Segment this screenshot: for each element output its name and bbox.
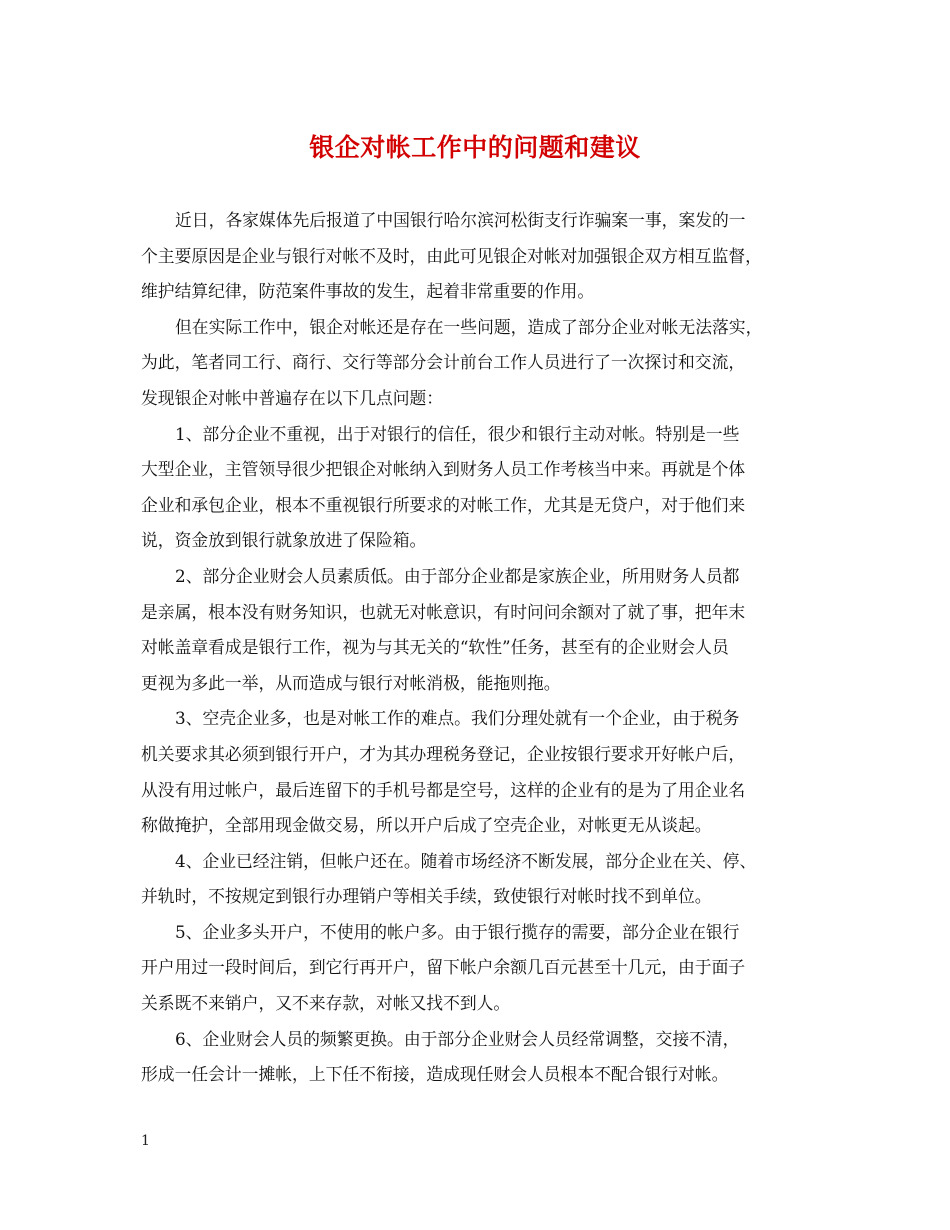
- paragraph-line: 对帐盖章看成是银行工作，视为与其无关的“软性”任务，甚至有的企业财会人员: [141, 637, 729, 658]
- paragraph-line: 称做掩护，全部用现金做交易，所以开户后成了空壳企业，对帐更无从谈起。: [141, 815, 712, 836]
- paragraph-line: 2、部分企业财会人员素质低。由于部分企业都是家族企业，所用财务人员都: [175, 565, 740, 586]
- paragraph-line: 近日，各家媒体先后报道了中国银行哈尔滨河松街支行诈骗案一事，案发的一: [175, 210, 746, 230]
- page-number: 1: [141, 1133, 150, 1149]
- paragraph: [141, 559, 813, 701]
- paragraph: [141, 844, 813, 915]
- paragraph-line: 说，资金放到银行就象放进了保险箱。: [141, 530, 427, 551]
- document-title: 银企对帐工作中的问题和建议: [309, 133, 641, 162]
- paragraph-line: 1、部分企业不重视，出于对银行的信任，很少和银行主动对帐。特别是一些: [175, 423, 740, 444]
- paragraph-line: 是亲属，根本没有财务知识，也就无对帐意识，有时问问余额对了就了事，把年末: [141, 601, 746, 622]
- paragraph-line: 维护结算纪律，防范案件事故的发生，起着非常重要的作用。: [141, 281, 595, 302]
- paragraph-line: 5、企业多头开户，不使用的帐户多。由于银行揽存的需要，部分企业在银行: [175, 921, 740, 942]
- paragraph-line: 形成一任会计一摊帐，上下任不衔接，造成现任财会人员根本不配合银行对帐。: [141, 1064, 729, 1085]
- paragraph-line: 并轨时，不按规定到银行办理销户等相关手续，致使银行对帐时找不到单位。: [141, 886, 712, 907]
- paragraph-line: 但在实际工作中，银企对帐还是存在一些问题，造成了部分企业对帐无法落实，: [175, 316, 763, 337]
- document-body: [141, 203, 813, 1093]
- paragraph-line: 4、企业已经注销，但帐户还在。随着市场经济不断发展，部分企业在关、停、: [175, 850, 757, 871]
- paragraph-line: 关系既不来销户，又不来存款，对帐又找不到人。: [141, 993, 511, 1014]
- paragraph-line: 发现银企对帐中普遍存在以下几点问题：: [141, 387, 444, 408]
- paragraph-line: 开户用过一段时间后，到它行再开户，留下帐户余额几百元甚至十几元，由于面子: [141, 957, 746, 978]
- paragraph-line: 更视为多此一举，从而造成与银行对帐消极，能拖则拖。: [141, 672, 561, 693]
- paragraph: [141, 310, 813, 417]
- paragraph-line: 企业和承包企业，根本不重视银行所要求的对帐工作，尤其是无贷户，对于他们来: [141, 494, 746, 515]
- paragraph: [141, 701, 813, 843]
- paragraph: [141, 417, 813, 559]
- paragraph-line: 6、企业财会人员的频繁更换。由于部分企业财会人员经常调整，交接不清，: [175, 1028, 740, 1049]
- paragraph: [141, 203, 813, 310]
- paragraph-line: 个主要原因是企业与银行对帐不及时，由此可见银企对帐对加强银企双方相互监督，: [141, 245, 762, 266]
- paragraph-line: 3、空壳企业多，也是对帐工作的难点。我们分理处就有一个企业，由于税务: [175, 708, 740, 729]
- paragraph-line: 从没有用过帐户，最后连留下的手机号都是空号，这样的企业有的是为了用企业名: [141, 779, 746, 800]
- paragraph: [141, 1022, 813, 1093]
- paragraph: [141, 915, 813, 1022]
- paragraph-line: 为此，笔者同工行、商行、交行等部分会计前台工作人员进行了一次探讨和交流，: [141, 352, 746, 373]
- paragraph-line: 大型企业，主管领导很少把银企对帐纳入到财务人员工作考核当中来。再就是个体: [141, 459, 746, 480]
- paragraph-line: 机关要求其必须到银行开户，才为其办理税务登记，企业按银行要求开好帐户后，: [141, 743, 746, 764]
